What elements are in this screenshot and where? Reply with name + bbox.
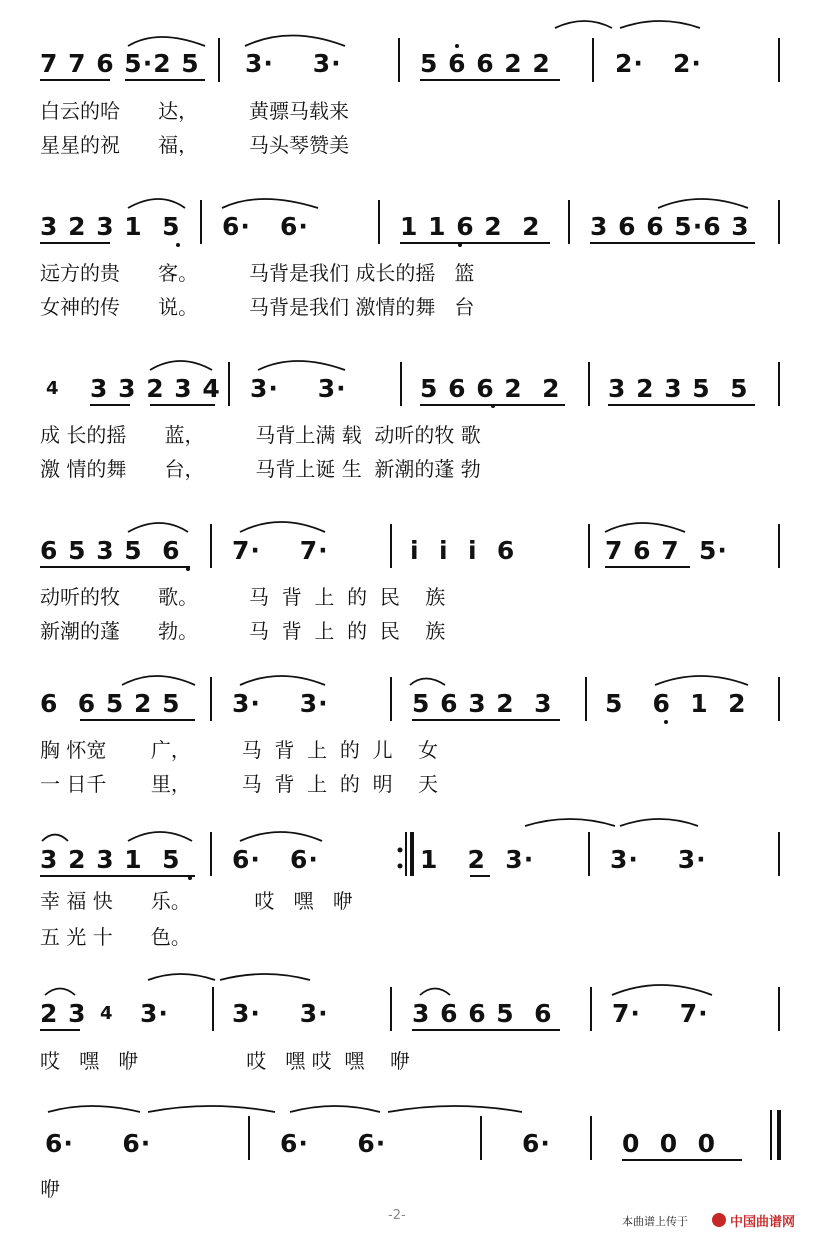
time-signature: 4 — [100, 1003, 114, 1024]
slur — [388, 1106, 522, 1112]
measure: 6· 6· — [45, 1129, 152, 1158]
lyric-verse-1: 成 长的摇 蓝， 马背上满 载 动听的牧 歌 — [40, 423, 481, 447]
slur — [128, 199, 185, 208]
lyric-verse-2: 新潮的蓬 勃。 马 背 上 的 民 族 — [40, 619, 446, 643]
slur — [258, 361, 345, 370]
measure: 3· — [140, 999, 169, 1028]
lyric-verse-1: 白云的哈 达， 黄骠马载来 — [40, 99, 350, 123]
final-barline-thin — [770, 1110, 772, 1160]
barline — [210, 524, 212, 568]
page-number: -2- — [388, 1208, 406, 1223]
slur — [128, 832, 192, 841]
lyric-verse-1: 哎 嘿 咿 哎 嘿 哎 嘿 咿 — [40, 1049, 410, 1073]
slur — [222, 199, 318, 208]
barline — [400, 362, 402, 406]
slur — [122, 676, 195, 685]
final-barline-thick — [777, 1110, 781, 1160]
slur — [45, 989, 75, 996]
lyric-verse-2: 五 光 十 色。 — [40, 925, 191, 949]
barline — [588, 362, 590, 406]
barline — [778, 200, 780, 244]
barline — [212, 987, 214, 1031]
slur — [612, 985, 712, 995]
slur — [290, 1106, 380, 1112]
measure: 3· 3· — [250, 374, 347, 403]
slur — [410, 679, 445, 686]
slur — [525, 819, 615, 826]
measure: 5 6 6 2 2 — [420, 49, 551, 78]
lyric-verse-1: 幸 福 快 乐。 哎 嘿 咿 — [40, 889, 353, 913]
barline — [778, 987, 780, 1031]
site-logo-icon — [712, 1213, 726, 1227]
measure: 6· 6· — [280, 1129, 387, 1158]
slur — [620, 819, 698, 826]
measure: 5 6 3 2 3 — [412, 689, 553, 718]
lyric-verse-1: 远方的贵 客。 马背是我们 成长的摇 篮 — [40, 261, 475, 285]
measure: 6 6 5 2 5 — [40, 689, 181, 718]
slur — [240, 522, 325, 532]
barline — [480, 1116, 482, 1160]
slur — [42, 835, 68, 842]
barline — [778, 677, 780, 721]
barline — [200, 200, 202, 244]
measure: i i i 6 — [410, 536, 516, 565]
measure: 3 6 6 5 6 — [412, 999, 553, 1028]
measure: 6· 6· — [232, 845, 319, 874]
barline — [210, 677, 212, 721]
slur — [605, 523, 685, 532]
barline — [592, 38, 594, 82]
barline — [588, 524, 590, 568]
slur — [655, 676, 748, 685]
measure: 7· 7· — [232, 536, 329, 565]
slur — [555, 21, 612, 28]
measure: 7· 7· — [612, 999, 709, 1028]
measure: 3 3 2 3 4 — [90, 374, 221, 403]
slur — [148, 1106, 275, 1112]
barline — [398, 38, 400, 82]
site-name: 中国曲谱网 — [730, 1215, 796, 1230]
lyric-verse-2: 星星的祝 福， 马头琴赞美 — [40, 133, 350, 157]
barline — [588, 832, 590, 876]
slur — [240, 832, 322, 841]
barline — [248, 1116, 250, 1160]
barline — [585, 677, 587, 721]
lyric-verse-1: 动听的牧 歌。 马 背 上 的 民 族 — [40, 585, 446, 609]
measure: 2· 2· — [615, 49, 702, 78]
slur — [658, 199, 748, 208]
measure: 5 6 1 2 — [605, 689, 747, 718]
measure: 3· 3· — [232, 689, 329, 718]
lyric-verse-1: 胸 怀宽 广， 马 背 上 的 儿 女 — [40, 738, 439, 762]
measure: 3· 3· — [610, 845, 707, 874]
slur — [128, 37, 205, 46]
measure: 6 5 3 5 6 — [40, 536, 181, 565]
slur — [128, 523, 188, 532]
barline — [390, 524, 392, 568]
barline — [778, 38, 780, 82]
repeat-barline-thick — [410, 832, 414, 876]
lyric-verse-2: 一 日千 里， 马 背 上 的 明 天 — [40, 772, 439, 796]
repeat-barline — [405, 832, 407, 876]
measure: 3 6 6 5·6 3 — [590, 212, 750, 241]
measure: 3 2 3 1 5 — [40, 845, 181, 874]
measure: 5 6 6 2 2 — [420, 374, 561, 403]
barline — [778, 832, 780, 876]
measure: 7 6 7 5· — [605, 536, 728, 565]
barline — [210, 832, 212, 876]
measure: 3· 3· — [232, 999, 329, 1028]
lyric-verse-1: 咿 — [40, 1177, 60, 1201]
barline — [590, 1116, 592, 1160]
slur — [620, 21, 700, 28]
slur — [150, 361, 212, 370]
measure: 1 1 6 2 2 — [400, 212, 541, 241]
slur — [240, 676, 325, 685]
lyric-verse-2: 激 情的舞 台， 马背上诞 生 新潮的蓬 勃 — [40, 457, 481, 481]
time-signature: 4 — [46, 378, 60, 399]
measure: 0 0 0 — [622, 1129, 716, 1158]
measure: 7 7 6 5·2 5 — [40, 49, 200, 78]
measure: 2 3 — [40, 999, 87, 1028]
upload-note: 本曲谱上传于 — [622, 1215, 688, 1228]
slur — [220, 974, 310, 980]
barline — [590, 987, 592, 1031]
barline — [778, 362, 780, 406]
measure: 3 2 3 1 5 — [40, 212, 181, 241]
measure: 3 2 3 5 5 — [608, 374, 749, 403]
slur — [48, 1106, 140, 1112]
slur — [420, 989, 450, 996]
measure: 6· 6· — [222, 212, 309, 241]
slur — [148, 974, 215, 980]
barline — [228, 362, 230, 406]
barline — [218, 38, 220, 82]
barline — [378, 200, 380, 244]
barline — [568, 200, 570, 244]
barline — [778, 524, 780, 568]
measure: 3· 3· — [245, 49, 342, 78]
slur — [245, 36, 345, 47]
lyric-verse-2: 女神的传 说。 马背是我们 激情的舞 台 — [40, 295, 475, 319]
barline — [390, 677, 392, 721]
measure: 1 2 3· — [420, 845, 535, 874]
measure: 6· — [522, 1129, 551, 1158]
barline — [390, 987, 392, 1031]
